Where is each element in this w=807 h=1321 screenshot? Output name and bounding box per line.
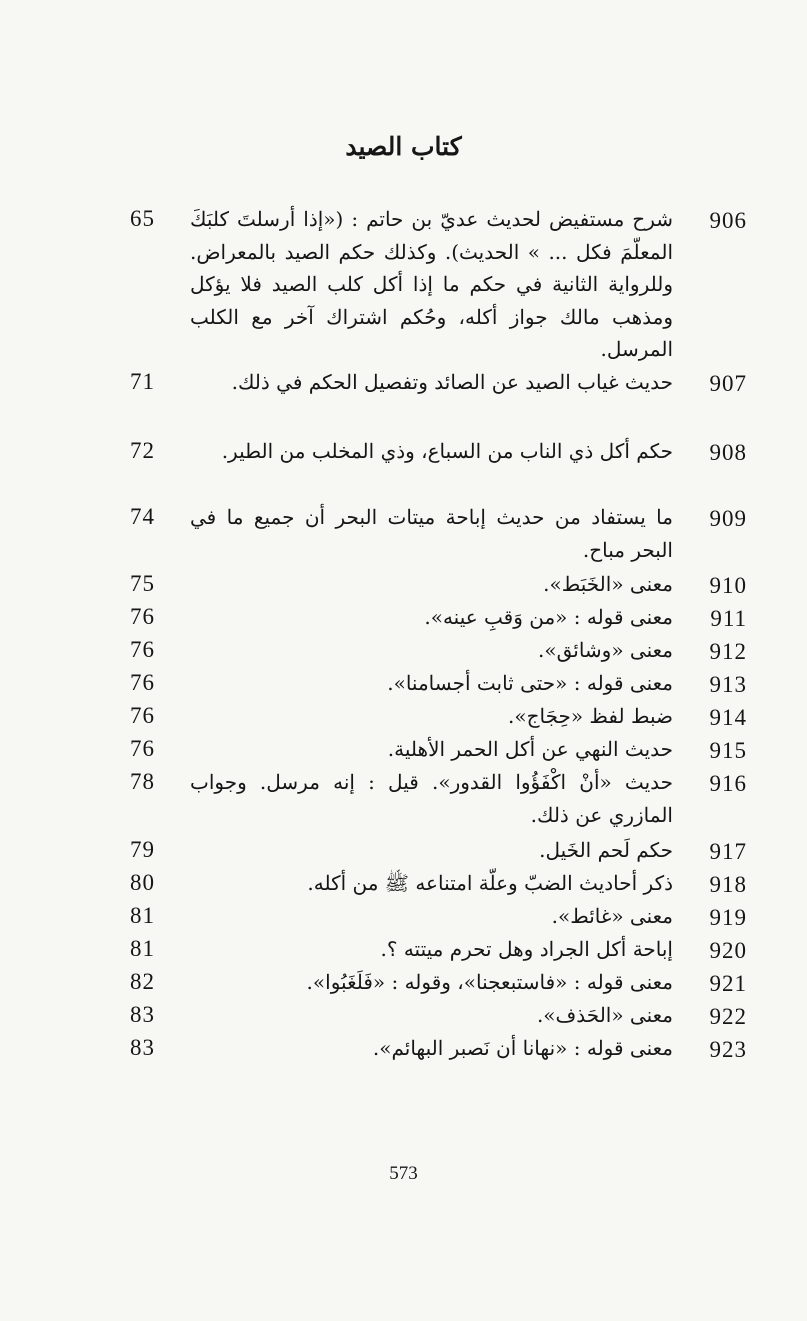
entry-page-ref: 71 <box>130 369 155 394</box>
entry-text: ما يستفاد من حديث إباحة ميتات البحر أن جميع ما في البحر مباح. <box>190 505 673 562</box>
entry-page-ref: 75 <box>130 571 155 596</box>
entry-number: 915 <box>709 738 747 763</box>
entry-number: 913 <box>709 672 747 697</box>
entry-page-ref: 76 <box>130 670 155 695</box>
entry-number: 921 <box>709 971 747 996</box>
entry-page-ref: 83 <box>130 1002 155 1027</box>
entry-text: حديث «أنْ اكْفَؤُوا القدور». قيل : إنه مرسل. وجواب المازري عن ذلك. <box>190 770 673 827</box>
entry-page-ref: 65 <box>130 206 155 231</box>
entry-number: 909 <box>709 506 747 531</box>
entry-number: 917 <box>709 839 747 864</box>
entry-text: ضبط لفظ «حِجَاج». <box>507 704 673 728</box>
entry-number: 923 <box>709 1037 747 1062</box>
entry-text: معنى قوله : «حتى ثابت أجسامنا». <box>387 671 673 695</box>
entry-page-ref: 82 <box>130 969 155 994</box>
entry-page-ref: 74 <box>130 504 155 529</box>
entry-number: 907 <box>709 371 747 396</box>
entry-page-ref: 76 <box>130 736 155 761</box>
entry-text: معنى قوله : «فاستبعجنا»، وقوله : «فَلَغَبُوا». <box>306 970 673 994</box>
entry-page-ref: 76 <box>130 703 155 728</box>
entry-text: معنى «الحَذف». <box>536 1003 673 1027</box>
entry-number: 911 <box>710 606 747 631</box>
entry-text: شرح مستفيض لحديث عديّ بن حاتم : («إذا أرسلتَ كلبَكَ المعلّمَ فكل ... » الحديث). وكذلك حكم الصيد بالمعراض. وللرواية الثانية في حكم ما إذا أكل كلب الصيد فلا يؤكل ومذهب مالك جواز أكله، وحُكم اشتراك آخر مع الكلب المرسل. <box>190 207 673 362</box>
entry-number: 912 <box>709 639 747 664</box>
entry-page-ref: 81 <box>130 903 155 928</box>
entry-page-ref: 76 <box>130 637 155 662</box>
entry-text: حكم لَحم الخَيل. <box>539 838 673 862</box>
entry-page-ref: 81 <box>130 936 155 961</box>
entry-page-ref: 78 <box>130 769 155 794</box>
entry-number: 918 <box>709 872 747 897</box>
entry-number: 919 <box>709 905 747 930</box>
entry-number: 916 <box>709 771 747 796</box>
entry-text: معنى قوله : «نهانا أن نَصبر البهائم». <box>372 1036 673 1060</box>
entry-text: معنى «الخَبَط». <box>543 572 673 596</box>
entry-page-ref: 76 <box>130 604 155 629</box>
page-number: 573 <box>389 1163 418 1184</box>
entry-number: 922 <box>709 1004 747 1029</box>
entry-number: 908 <box>709 440 747 465</box>
entry-page-ref: 80 <box>130 870 155 895</box>
entry-text: حديث النهي عن أكل الحمر الأهلية. <box>387 737 673 761</box>
entry-text: معنى قوله : «من وَقبِ عينه». <box>424 605 673 629</box>
entry-text: حديث غياب الصيد عن الصائد وتفصيل الحكم في ذلك. <box>231 370 673 394</box>
entry-text: معنى «وشائق». <box>537 638 673 662</box>
entry-number: 914 <box>709 705 747 730</box>
entry-text: إباحة أكل الجراد وهل تحرم ميتته ؟. <box>380 937 673 961</box>
entry-number: 920 <box>709 938 747 963</box>
entry-page-ref: 79 <box>130 837 155 862</box>
entry-page-ref: 72 <box>130 438 155 463</box>
entry-page-ref: 83 <box>130 1035 155 1060</box>
entry-number: 906 <box>709 208 747 233</box>
entry-text: ذكر أحاديث الضبّ وعلّة امتناعه ﷺ من أكله. <box>307 871 673 895</box>
page-title: كتاب الصيد <box>345 132 462 161</box>
entry-text: معنى «غائط». <box>551 904 673 928</box>
entry-number: 910 <box>709 573 747 598</box>
entry-text: حكم أكل ذي الناب من السباع، وذي المخلب من الطير. <box>221 439 673 463</box>
